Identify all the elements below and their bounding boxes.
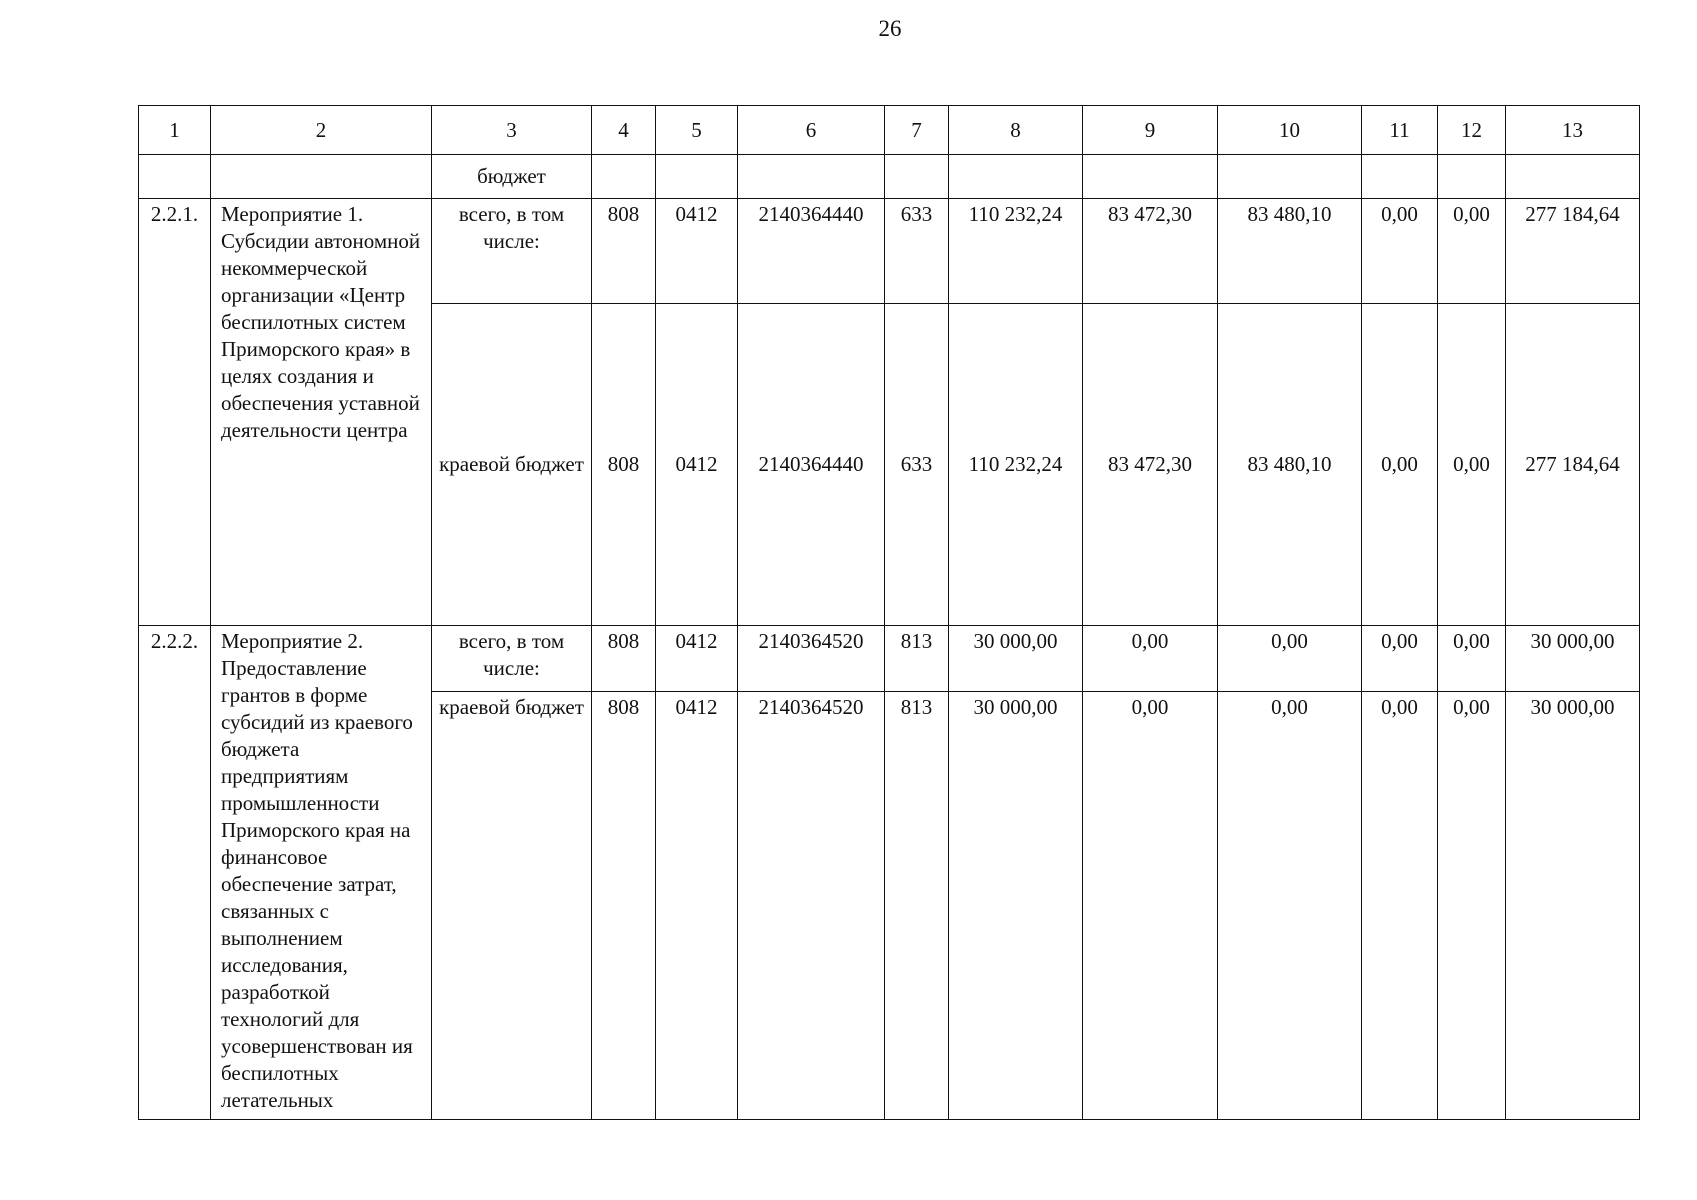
column-header: 5 [656, 106, 738, 155]
section-code: 0412 [656, 626, 738, 692]
empty-cell [656, 155, 738, 199]
column-number-row [139, 106, 1640, 155]
amount-cell: 83 472,30 [1083, 199, 1218, 304]
page-number: 26 [878, 16, 902, 41]
amount-cell: 0,00 [1218, 692, 1362, 1120]
funding-source: всего, в том числе: [432, 626, 592, 692]
amount-cell: 0,00 [1438, 626, 1506, 692]
empty-cell [738, 155, 885, 199]
column-header: 10 [1218, 106, 1362, 155]
amount-cell: 83 472,30 [1083, 304, 1218, 626]
empty-cell [1438, 155, 1506, 199]
empty-cell [211, 155, 432, 199]
empty-cell [1362, 155, 1438, 199]
amount-cell: 83 480,10 [1218, 199, 1362, 304]
column-header: 9 [1083, 106, 1218, 155]
amount-cell: 110 232,24 [949, 304, 1083, 626]
section-code: 0412 [656, 199, 738, 304]
target-article-code: 2140364520 [738, 692, 885, 1120]
total-cell: 277 184,64 [1506, 199, 1640, 304]
empty-cell [139, 155, 211, 199]
grbs-code: 808 [592, 199, 656, 304]
empty-cell [592, 155, 656, 199]
amount-cell: 0,00 [1438, 692, 1506, 1120]
amount-cell: 0,00 [1362, 692, 1438, 1120]
expense-type-code: 633 [885, 199, 949, 304]
funding-source: всего, в том числе: [432, 199, 592, 304]
amount-cell: 30 000,00 [949, 626, 1083, 692]
grbs-code: 808 [592, 304, 656, 626]
amount-cell: 30 000,00 [949, 692, 1083, 1120]
column-header: 6 [738, 106, 885, 155]
table-row [139, 199, 1640, 304]
expense-type-code: 633 [885, 304, 949, 626]
target-article-code: 2140364440 [738, 199, 885, 304]
funding-source: краевой бюджет [432, 304, 592, 626]
column-header: 2 [211, 106, 432, 155]
target-article-code: 2140364520 [738, 626, 885, 692]
amount-cell: 0,00 [1362, 304, 1438, 626]
amount-cell: 0,00 [1218, 626, 1362, 692]
amount-cell: 0,00 [1362, 199, 1438, 304]
target-article-code: 2140364440 [738, 304, 885, 626]
section-code: 0412 [656, 692, 738, 1120]
column-header: 12 [1438, 106, 1506, 155]
item-number: 2.2.2. [139, 626, 211, 1120]
amount-cell: 0,00 [1083, 626, 1218, 692]
empty-cell [1083, 155, 1218, 199]
total-cell: 30 000,00 [1506, 626, 1640, 692]
item-name: Мероприятие 1. Субсидии автономной некоммерческой организации «Центр беспилотных систем Приморского края» в целях создания и обеспечения уставной деятельности центра [211, 199, 432, 626]
table-row [139, 626, 1640, 692]
amount-cell: 110 232,24 [949, 199, 1083, 304]
amount-cell: 83 480,10 [1218, 304, 1362, 626]
column-header: 1 [139, 106, 211, 155]
column-header: 11 [1362, 106, 1438, 155]
expense-type-code: 813 [885, 692, 949, 1120]
carry-over-row [139, 155, 1640, 199]
grbs-code: 808 [592, 692, 656, 1120]
column-header: 13 [1506, 106, 1640, 155]
column-header: 8 [949, 106, 1083, 155]
funding-source: краевой бюджет [432, 692, 592, 1120]
column-header: 3 [432, 106, 592, 155]
column-header: 4 [592, 106, 656, 155]
total-cell: 277 184,64 [1506, 304, 1640, 626]
grbs-code: 808 [592, 626, 656, 692]
amount-cell: 0,00 [1362, 626, 1438, 692]
empty-cell [1218, 155, 1362, 199]
column-header: 7 [885, 106, 949, 155]
total-cell: 30 000,00 [1506, 692, 1640, 1120]
funding-source: бюджет [432, 155, 592, 199]
amount-cell: 0,00 [1083, 692, 1218, 1120]
budget-table [138, 105, 1640, 1120]
amount-cell: 0,00 [1438, 199, 1506, 304]
empty-cell [885, 155, 949, 199]
item-name: Мероприятие 2. Предоставление грантов в форме субсидий из краевого бюджета предприятиям промышленности Приморского края на финансовое обеспечение затрат, связанных с выполнением исследования, разработкой технологий для усовершенствован ия беспилотных летательных [211, 626, 432, 1120]
section-code: 0412 [656, 304, 738, 626]
expense-type-code: 813 [885, 626, 949, 692]
empty-cell [949, 155, 1083, 199]
item-number: 2.2.1. [139, 199, 211, 626]
amount-cell: 0,00 [1438, 304, 1506, 626]
empty-cell [1506, 155, 1640, 199]
